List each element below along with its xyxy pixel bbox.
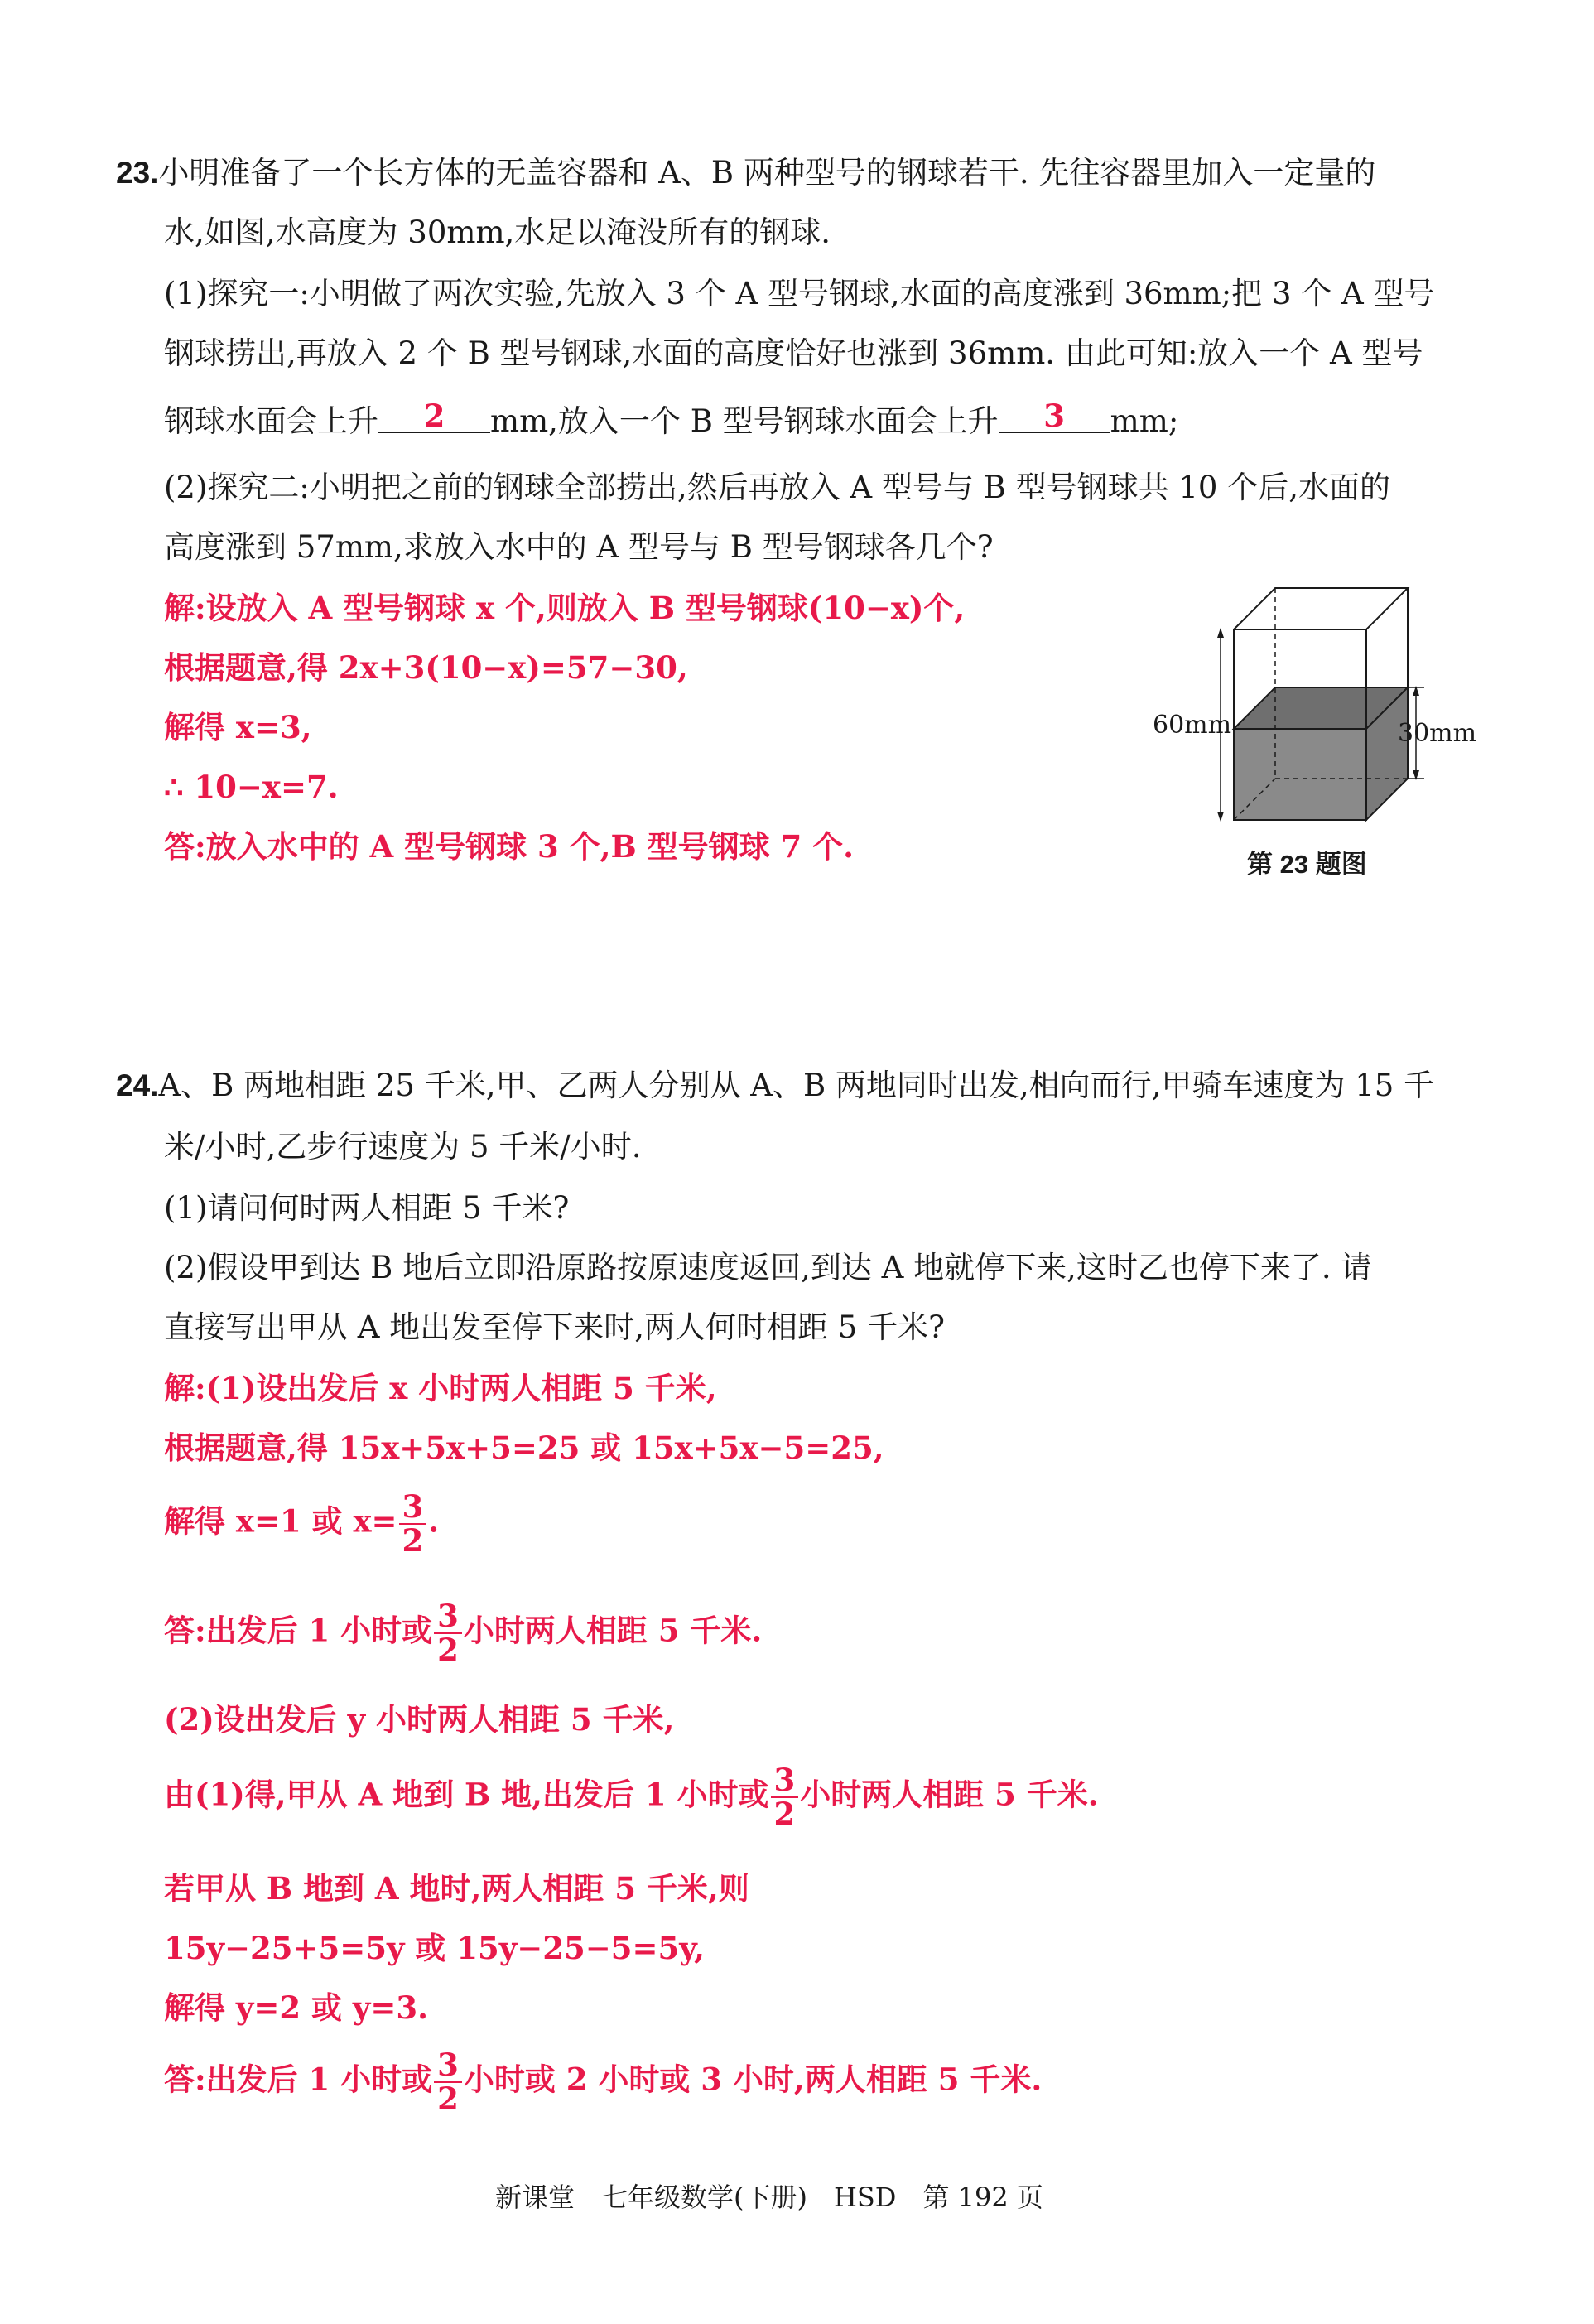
q24-solution-line3 xyxy=(164,1488,440,1559)
q24-sol3-text: 解得 x=1 或 x= xyxy=(164,1502,397,1540)
q23-solution-line2: 根据题意,得 2x+3(10−x)=57−30, xyxy=(164,649,688,686)
q24-solution-line8: 15y−25+5=5y 或 15y−25−5=5y, xyxy=(164,1930,706,1966)
fraction-denominator: 2 xyxy=(773,1795,796,1832)
figure-caption: 第 23 题图 xyxy=(1247,850,1367,879)
q24-stem-line2: 米/小时,乙步行速度为 5 千米/小时. xyxy=(164,1129,642,1164)
q24-sol3-period: . xyxy=(428,1502,440,1540)
q24-sol4-text-b: 小时两人相距 5 千米. xyxy=(463,1612,763,1649)
q24-solution-line9: 解得 y=2 或 y=3. xyxy=(164,1989,429,2026)
q23-solution-line5: 答:放入水中的 A 型号钢球 3 个,B 型号钢球 7 个. xyxy=(164,828,855,865)
dim-60-arrow-top xyxy=(1217,628,1224,638)
q24-solution-line10 xyxy=(164,2049,1042,2115)
q23-number: 23. xyxy=(116,156,159,190)
page-footer: 新课堂 七年级数学(下册) HSD 第 192 页 xyxy=(495,2182,1043,2213)
q24-sol4-text-a: 答:出发后 1 小时或 xyxy=(164,1612,433,1649)
q23-blank1: 2 xyxy=(378,401,490,433)
water-front-face xyxy=(1234,729,1366,820)
q23-container-figure xyxy=(1217,580,1490,837)
q23-part1-text-c: mm; xyxy=(1110,403,1179,439)
q23-solution-line3: 解得 x=3, xyxy=(164,709,312,745)
q24-sol10-text-b: 小时或 2 小时或 3 小时,两人相距 5 千米. xyxy=(463,2061,1043,2098)
fraction-denominator: 2 xyxy=(402,1521,424,1559)
q23-stem-line2: 水,如图,水高度为 30mm,水足以淹没所有的钢球. xyxy=(164,215,831,250)
q24-part1: (1)请问何时两人相距 5 千米? xyxy=(164,1190,570,1226)
figure-label-30mm: 30mm xyxy=(1398,719,1477,748)
fraction-numerator: 3 xyxy=(771,1764,799,1798)
q24-number: 24. xyxy=(116,1068,159,1102)
q23-part2-line1: (2)探究二:小明把之前的钢球全部捞出,然后再放入 A 型号与 B 型号钢球共 10 个后,水面的 xyxy=(164,470,1390,505)
q23-solution-line4: ∴ 10−x=7. xyxy=(164,769,339,805)
fraction-three-halves xyxy=(771,1764,799,1830)
fraction-three-halves xyxy=(434,1600,462,1666)
q24-solution-line4 xyxy=(164,1600,762,1666)
q24-part2-line2: 直接写出甲从 A 地出发至停下来时,两人何时相距 5 千米? xyxy=(164,1309,945,1345)
fraction-numerator: 3 xyxy=(434,1600,462,1634)
q24-solution-line5: (2)设出发后 y 小时两人相距 5 千米, xyxy=(164,1701,675,1738)
fraction-numerator: 3 xyxy=(399,1491,427,1525)
fraction-three-halves xyxy=(399,1488,427,1559)
fraction-denominator: 2 xyxy=(437,1631,459,1668)
q24-solution-line6 xyxy=(164,1764,1099,1830)
figure-label-60mm: 60mm xyxy=(1153,711,1232,740)
q24-sol6-text-a: 由(1)得,甲从 A 地到 B 地,出发后 1 小时或 xyxy=(164,1776,769,1813)
dim-60-arrow-bottom xyxy=(1217,812,1224,822)
q24-sol10-text-a: 答:出发后 1 小时或 xyxy=(164,2061,433,2098)
q23-part1-text-b: mm,放入一个 B 型号钢球水面会上升 xyxy=(490,403,999,439)
q24-solution-line1: 解:(1)设出发后 x 小时两人相距 5 千米, xyxy=(164,1370,717,1406)
q23-stem-text: 小明准备了一个长方体的无盖容器和 A、B 两种型号的钢球若干. 先往容器里加入一定量的 xyxy=(158,155,1376,190)
q23-blank2: 3 xyxy=(999,401,1110,433)
fraction-denominator: 2 xyxy=(437,2080,459,2117)
q24-stem-line1 xyxy=(116,1070,1434,1101)
q23-part2-line2: 高度涨到 57mm,求放入水中的 A 型号与 B 型号钢球各几个? xyxy=(164,529,994,565)
q23-stem-line1 xyxy=(116,157,1375,188)
q24-part2-line1: (2)假设甲到达 B 地后立即沿原路按原速度返回,到达 A 地就停下来,这时乙也停下来了. 请 xyxy=(164,1250,1372,1285)
q23-part1-text-a: 钢球水面会上升 xyxy=(164,403,378,439)
q24-sol6-text-b: 小时两人相距 5 千米. xyxy=(800,1776,1099,1813)
q23-solution-line1: 解:设放入 A 型号钢球 x 个,则放入 B 型号钢球(10−x)个, xyxy=(164,590,966,626)
fraction-numerator: 3 xyxy=(434,2049,462,2083)
q24-solution-line2: 根据题意,得 15x+5x+5=25 或 15x+5x−5=25, xyxy=(164,1430,884,1466)
q24-stem-text: A、B 两地相距 25 千米,甲、乙两人分别从 A、B 两地同时出发,相向而行,甲骑车速度为 15 千 xyxy=(158,1068,1435,1103)
q23-part1-line1: (1)探究一:小明做了两次实验,先放入 3 个 A 型号钢球,水面的高度涨到 36mm;把 3 个 A 型号 xyxy=(164,276,1435,311)
q23-part1-line2: 钢球捞出,再放入 2 个 B 型号钢球,水面的高度恰好也涨到 36mm. 由此可知:放入一个 A 型号 xyxy=(164,335,1423,371)
q23-part1-line3 xyxy=(164,398,1179,439)
container-top-edges xyxy=(1234,588,1408,629)
q24-solution-line7: 若甲从 B 地到 A 地时,两人相距 5 千米,则 xyxy=(164,1870,749,1907)
fraction-three-halves xyxy=(434,2049,462,2115)
